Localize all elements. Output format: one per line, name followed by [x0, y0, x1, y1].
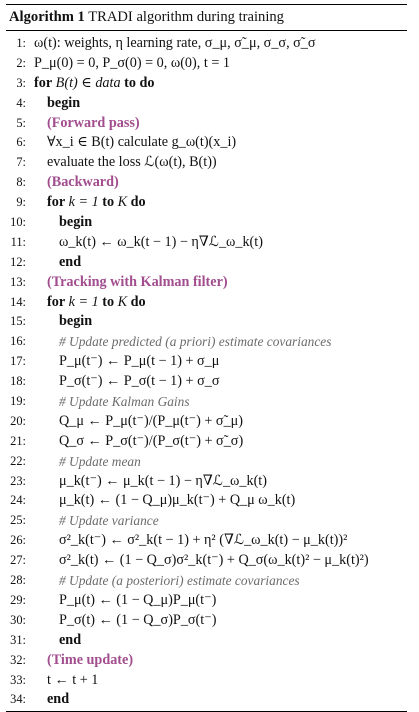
- algorithm-line: [6, 173, 407, 193]
- math-statement: Q_σ ← P_σ(t⁻)/(P_σ(t⁻) + σ̃_σ): [59, 432, 244, 449]
- line-content: [34, 372, 407, 392]
- code-comment: # Update variance: [59, 513, 159, 529]
- line-number: 15:: [10, 314, 26, 329]
- keyword-for: for: [47, 194, 66, 211]
- algorithm-line: [6, 531, 407, 551]
- algorithm-line: [6, 54, 407, 74]
- keyword: end: [59, 253, 82, 270]
- line-content: [34, 332, 407, 353]
- line-number: 26:: [10, 533, 26, 548]
- algorithm-label: Algorithm 1: [9, 9, 85, 25]
- line-number: 13:: [10, 274, 26, 289]
- line-number: 19:: [10, 394, 26, 409]
- line-content: [34, 153, 407, 173]
- line-content: [34, 571, 407, 592]
- line-number: 11:: [10, 234, 26, 249]
- line-number: 33:: [10, 672, 26, 687]
- line-number: 12:: [10, 254, 26, 269]
- line-content: [34, 213, 407, 233]
- math-statement: P_μ(t⁻) ← P_μ(t − 1) + σ_μ: [59, 353, 220, 370]
- line-content: [34, 591, 407, 611]
- keyword-to: to do: [124, 74, 155, 91]
- line-number: 21:: [10, 433, 26, 448]
- line-content: [34, 511, 407, 532]
- line-content: [34, 94, 407, 114]
- algorithm-line: [6, 114, 407, 134]
- line-content: [34, 133, 407, 153]
- loop-bound: K: [114, 293, 131, 310]
- line-content: [34, 491, 407, 511]
- line-content: [34, 352, 407, 372]
- algorithm-line: [6, 611, 407, 631]
- keyword: end: [59, 631, 82, 648]
- math-statement: μ_k(t) ← (1 − Q_μ)μ_k(t⁻) + Q_μ ω_k(t): [59, 492, 296, 509]
- line-content: [34, 392, 407, 413]
- line-content: [34, 273, 407, 293]
- line-number: 16:: [10, 334, 26, 349]
- line-number: 17:: [10, 354, 26, 369]
- algorithm-line: [6, 233, 407, 253]
- algorithm-line: [6, 690, 407, 710]
- keyword-to: to: [102, 194, 115, 211]
- algorithm-line: [6, 472, 407, 492]
- keyword-to: to: [102, 293, 115, 310]
- line-content: [34, 233, 407, 253]
- math-statement: Q_μ ← P_μ(t⁻)/(P_μ(t⁻) + σ̃_μ): [59, 412, 244, 429]
- line-content: [34, 54, 407, 74]
- algorithm-line: [6, 253, 407, 273]
- algorithm-line: [6, 491, 407, 511]
- line-content: [34, 671, 407, 691]
- math-statement: ω(t): weights, η learning rate, σ_μ, σ̃_μ, σ_σ, σ̃_σ: [34, 35, 316, 51]
- line-number: 25:: [10, 513, 26, 528]
- math-statement: μ_k(t⁻) ← μ_k(t − 1) − η∇ℒ_ω_k(t): [59, 472, 267, 489]
- line-content: [34, 631, 407, 651]
- line-content: [34, 611, 407, 631]
- line-number: 27:: [10, 553, 26, 568]
- loop-expression: k = 1: [65, 194, 103, 211]
- math-statement: evaluate the loss ℒ(ω(t), B(t)): [47, 154, 217, 171]
- math-statement: ∀x_i ∈ B(t) calculate g_ω(t)(x_i): [47, 134, 237, 151]
- line-content: [34, 173, 407, 193]
- code-comment: # Update mean: [59, 453, 141, 469]
- math-statement: σ²_k(t⁻) ← σ²_k(t − 1) + η² (∇ℒ_ω_k(t) − μ_k(t))²: [59, 532, 348, 549]
- algorithm-line: [6, 432, 407, 452]
- math-statement: P_μ(t) ← (1 − Q_μ)P_μ(t⁻): [59, 591, 217, 608]
- math-statement: P_σ(t) ← (1 − Q_σ)P_σ(t⁻): [59, 611, 217, 628]
- line-number: 28:: [10, 573, 26, 588]
- algorithm-line: [6, 591, 407, 611]
- line-content: [34, 74, 407, 94]
- math-statement: σ²_k(t) ← (1 − Q_σ)σ²_k(t⁻) + Q_σ(ω_k(t)² − μ_k(t)²): [59, 552, 369, 569]
- algorithm-line: [6, 671, 407, 691]
- loop-expression: k = 1: [65, 293, 103, 310]
- line-number: 20:: [10, 413, 26, 428]
- algorithm-line: [6, 372, 407, 392]
- algorithm-line: [6, 312, 407, 332]
- line-number: 1:: [16, 36, 26, 50]
- algorithm-line: [6, 34, 407, 54]
- algorithm-line: [6, 273, 407, 293]
- algorithm-line: [6, 213, 407, 233]
- algorithm-block: [6, 4, 407, 712]
- line-number: 8:: [16, 175, 26, 190]
- algorithm-line: [6, 511, 407, 531]
- line-content: [34, 34, 407, 54]
- line-number: 6:: [16, 135, 26, 150]
- algorithm-line: [6, 631, 407, 651]
- line-content: [34, 312, 407, 332]
- keyword: begin: [59, 214, 93, 231]
- algorithm-lines: [6, 31, 407, 711]
- line-number: 7:: [16, 155, 26, 170]
- algorithm-line: [6, 352, 407, 372]
- line-content: [34, 432, 407, 452]
- line-number: 22:: [10, 453, 26, 468]
- algorithm-line: [6, 193, 407, 213]
- algorithm-line: [6, 293, 407, 313]
- section-heading: (Time update): [47, 651, 134, 668]
- algorithm-line: [6, 551, 407, 571]
- algorithm-line: [6, 412, 407, 432]
- line-content: [34, 651, 407, 671]
- line-content: [34, 412, 407, 432]
- loop-bound: K: [114, 194, 131, 211]
- algorithm-line: [6, 571, 407, 591]
- algorithm-line: [6, 392, 407, 412]
- code-comment: # Update predicted (a priori) estimate covariances: [59, 334, 332, 350]
- algorithm-line: [6, 133, 407, 153]
- line-number: 30:: [10, 612, 26, 627]
- line-content: [34, 472, 407, 492]
- keyword-for: for: [34, 74, 53, 91]
- algorithm-line: [6, 74, 407, 94]
- code-comment: # Update Kalman Gains: [59, 394, 190, 410]
- algorithm-line: [6, 651, 407, 671]
- keyword-for: for: [47, 293, 66, 310]
- line-content: [34, 114, 407, 134]
- line-number: 2:: [16, 55, 26, 70]
- keyword: begin: [59, 313, 93, 330]
- line-number: 18:: [10, 374, 26, 389]
- line-content: [34, 551, 407, 571]
- line-content: [34, 193, 407, 213]
- algorithm-title: [6, 5, 407, 30]
- line-number: 34:: [10, 692, 26, 707]
- line-number: 32:: [10, 652, 26, 667]
- algorithm-line: [6, 153, 407, 173]
- line-number: 4:: [16, 95, 26, 110]
- section-heading: (Tracking with Kalman filter): [47, 273, 228, 290]
- math-statement: P_σ(t⁻) ← P_σ(t − 1) + σ_σ: [59, 373, 220, 390]
- keyword-do: do: [130, 194, 146, 211]
- section-heading: (Forward pass): [47, 114, 140, 131]
- line-number: 3:: [16, 75, 26, 90]
- line-content: [34, 690, 407, 710]
- keyword: end: [47, 691, 70, 708]
- line-content: [34, 452, 407, 473]
- loop-expression: B(t) ∈ data: [52, 74, 125, 91]
- line-content: [34, 293, 407, 313]
- line-number: 9:: [16, 195, 26, 210]
- algorithm-line: [6, 332, 407, 352]
- line-content: [34, 253, 407, 273]
- algorithm-name: TRADI algorithm during training: [88, 9, 284, 25]
- line-number: 10:: [10, 215, 26, 230]
- section-heading: (Backward): [47, 174, 119, 191]
- math-statement: ω_k(t) ← ω_k(t − 1) − η∇ℒ_ω_k(t): [59, 233, 263, 250]
- keyword: begin: [47, 94, 81, 111]
- algorithm-line: [6, 452, 407, 472]
- line-number: 14:: [10, 294, 26, 309]
- math-statement: t ← t + 1: [47, 671, 99, 688]
- algorithm-line: [6, 94, 407, 114]
- keyword-do: do: [130, 293, 146, 310]
- line-number: 31:: [10, 632, 26, 647]
- line-number: 24:: [10, 493, 26, 508]
- line-number: 29:: [10, 592, 26, 607]
- code-comment: # Update (a posteriori) estimate covariances: [59, 573, 300, 589]
- line-content: [34, 531, 407, 551]
- math-statement: P_μ(0) = 0, P_σ(0) = 0, ω(0), t = 1: [34, 54, 230, 71]
- line-number: 5:: [16, 115, 26, 130]
- line-number: 23:: [10, 473, 26, 488]
